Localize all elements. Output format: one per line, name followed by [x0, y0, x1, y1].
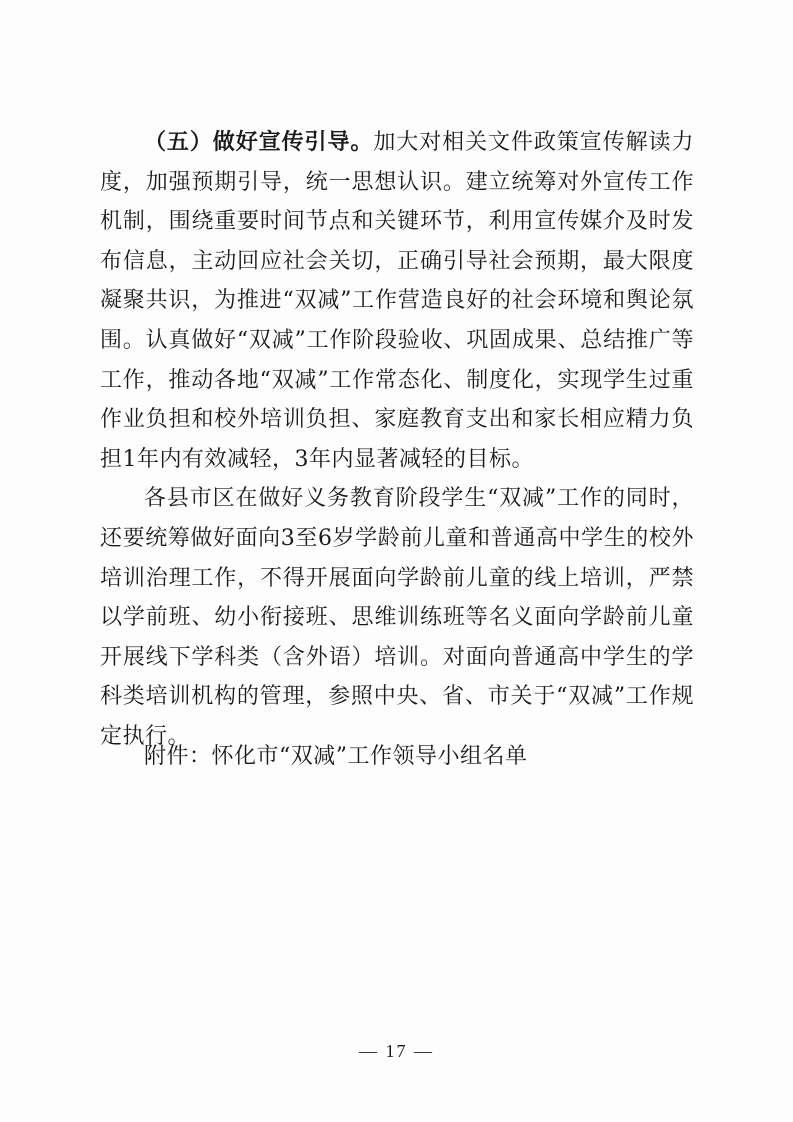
page-number: — 17 — — [359, 1041, 434, 1061]
section-5-paragraph — [100, 123, 694, 479]
document-body — [100, 123, 694, 757]
section-5-heading: （五）做好宣传引导。 — [144, 130, 374, 155]
section-5-body: 加大对相关文件政策宣传解读力度，加强预期引导，统一思想认识。建立统筹对外宣传工作机制，围绕重要时间节点和关键环节，利用宣传媒介及时发布信息，主动回应社会关切，正确引导社会预期，最大限度凝聚共识，为推进“双减”工作营造良好的社会环境和舆论氛围。认真做好“双减”工作阶段验收、巩固成果、总结推广等工作，推动各地“双减”工作常态化、制度化，实现学生过重作业负担和校外培训负担、家庭教育支出和家长相应精力负担1年内有效减轻，3年内显著减轻的目标。 — [100, 130, 694, 472]
attachment-line: 附件：怀化市“双减”工作领导小组名单 — [144, 744, 528, 769]
county-paragraph: 各县市区在做好义务教育阶段学生“双减”工作的同时，还要统筹做好面向3至6岁学龄前儿童和普通高中学生的校外培训治理工作，不得开展面向学龄前儿童的线上培训，严禁以学前班、幼小衔接班、思维训练班等名义面向学龄前儿童开展线下学科类（含外语）培训。对面向普通高中学生的学科类培训机构的管理，参照中央、省、市关于“双减”工作规定执行。 — [100, 486, 694, 749]
